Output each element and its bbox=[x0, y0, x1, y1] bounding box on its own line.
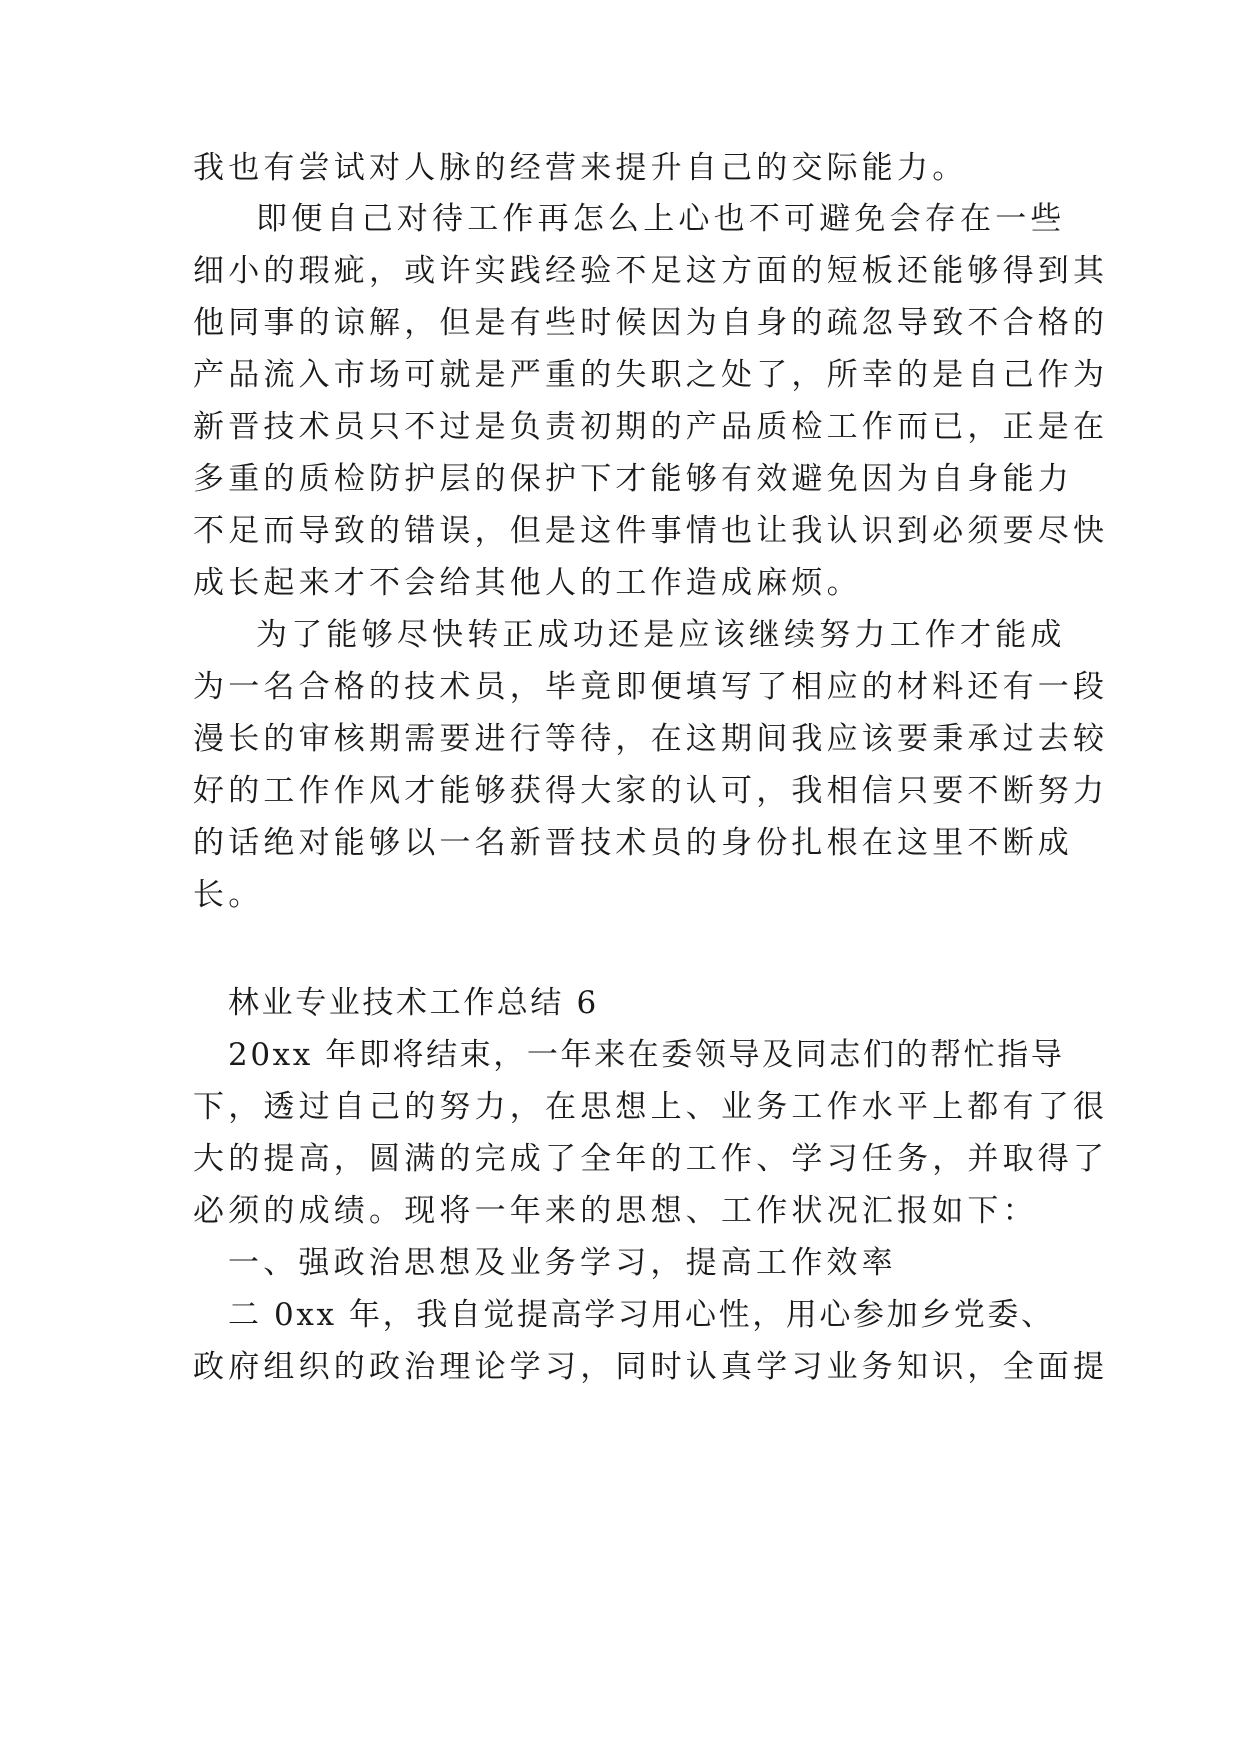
paragraph-line: 为一名合格的技术员，毕竟即便填写了相应的材料还有一段 bbox=[193, 669, 1109, 705]
paragraph-line: 为了能够尽快转正成功还是应该继续努力工作才能成 bbox=[256, 617, 1066, 653]
paragraph-line: 好的工作作风才能够获得大家的认可，我相信只要不断努力 bbox=[193, 773, 1109, 809]
section-title: 林业专业技术工作总结 6 bbox=[228, 985, 599, 1021]
paragraph-line: 不足而导致的错误，但是这件事情也让我认识到必须要尽快 bbox=[193, 513, 1109, 549]
section-heading: 一、强政治思想及业务学习，提高工作效率 bbox=[228, 1245, 897, 1281]
paragraph-line: 细小的瑕疵，或许实践经验不足这方面的短板还能够得到其 bbox=[193, 253, 1109, 289]
paragraph-line: 政府组织的政治理论学习，同时认真学习业务知识，全面提 bbox=[193, 1349, 1109, 1385]
paragraph-line: 他同事的谅解，但是有些时候因为自身的疏忽导致不合格的 bbox=[193, 305, 1109, 341]
paragraph-line: 即便自己对待工作再怎么上心也不可避免会存在一些 bbox=[256, 201, 1066, 237]
paragraph-line: 多重的质检防护层的保护下才能够有效避免因为自身能力 bbox=[193, 461, 1073, 497]
paragraph-line: 20xx 年即将结束，一年来在委领导及同志们的帮忙指导 bbox=[228, 1037, 1065, 1073]
paragraph-line: 下，透过自己的努力，在思想上、业务工作水平上都有了很 bbox=[193, 1089, 1109, 1125]
paragraph-line: 必须的成绩。现将一年来的思想、工作状况汇报如下： bbox=[193, 1193, 1038, 1229]
paragraph-line: 的话绝对能够以一名新晋技术员的身份扎根在这里不断成 bbox=[193, 825, 1073, 861]
paragraph-line: 新晋技术员只不过是负责初期的产品质检工作而已，正是在 bbox=[193, 409, 1109, 445]
paragraph-line: 我也有尝试对人脉的经营来提升自己的交际能力。 bbox=[193, 150, 968, 186]
paragraph-line: 成长起来才不会给其他人的工作造成麻烦。 bbox=[193, 565, 862, 601]
paragraph-line: 长。 bbox=[193, 877, 264, 913]
paragraph-line: 产品流入市场可就是严重的失职之处了，所幸的是自己作为 bbox=[193, 357, 1109, 393]
paragraph-line: 二 0xx 年，我自觉提高学习用心性，用心参加乡党委、 bbox=[228, 1297, 1055, 1333]
paragraph-line: 大的提高，圆满的完成了全年的工作、学习任务，并取得了 bbox=[193, 1141, 1109, 1177]
paragraph-line: 漫长的审核期需要进行等待，在这期间我应该要秉承过去较 bbox=[193, 721, 1109, 757]
